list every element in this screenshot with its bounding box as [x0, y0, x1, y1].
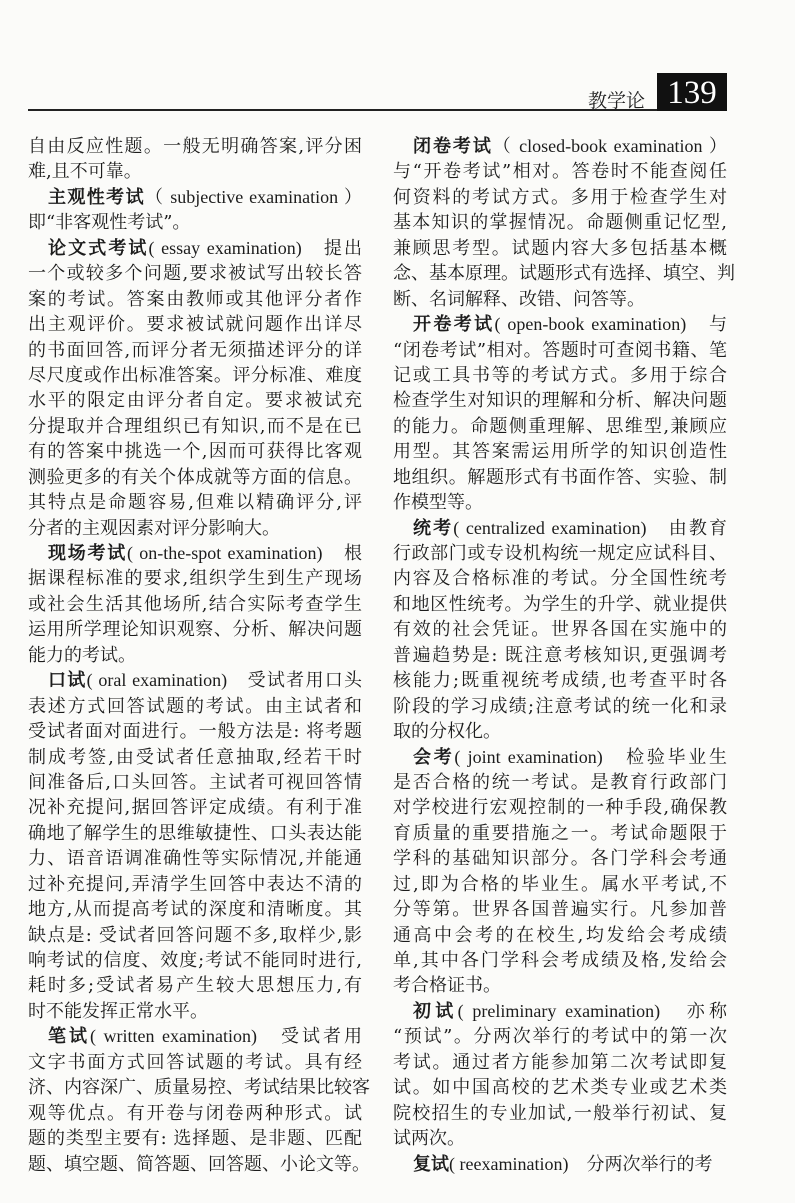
entry-heading-line [28, 1024, 362, 1049]
text-line: 响考试的信度、效度;考试不能同时进行, [28, 950, 362, 971]
entry-definition-start: ( on-the-spot examination) 根 [127, 543, 362, 563]
text-line: 出主观评价。要求被试就问题作出详尽 [28, 314, 362, 336]
text-line: 地组织。解题形式有书面作答、实验、制 [393, 466, 727, 488]
entry-term: 初试 [413, 1000, 458, 1022]
entry-definition-start: （ subjective examination ） [144, 186, 363, 207]
text-line: 用型。其答案需运用所学的知识创造性 [393, 441, 727, 463]
entry-heading-line [393, 312, 727, 337]
entry-heading-line [393, 1152, 727, 1177]
text-line: 普遍趋势是: 既注意考核知识,更强调考 [393, 644, 727, 666]
text-line: 表述方式回答试题的考试。由主试者和 [28, 695, 362, 717]
text-line: 制成考签,由受试者任意抽取,经若干时 [28, 746, 362, 768]
text-line: 运用所学理论知识观察、分析、解决问题 [28, 619, 362, 641]
entry-definition-start: ( preliminary examination) 亦称 [457, 1000, 727, 1021]
text-line: 取的分权化。 [393, 721, 501, 743]
text-line: 是否合格的统一考试。是教育行政部门 [393, 771, 727, 793]
entry-definition-start: ( open-book examination) 与 [494, 314, 727, 335]
text-line: 作模型等。 [393, 492, 483, 514]
entry-definition-start: ( essay examination) 提出 [148, 237, 363, 258]
entry-definition-start: ( oral examination) 受试者用口头 [86, 670, 362, 691]
entry-term: 论文式考试 [48, 237, 149, 259]
page-number: 139 [657, 73, 727, 111]
text-line: 院校招生的专业加试,一般举行初试、复 [393, 1102, 727, 1124]
text-line: 其特点是命题容易,但难以精确评分,评 [28, 492, 362, 514]
text-line: 间准备后,口头回答。主试者可视回答情 [28, 771, 362, 793]
text-line: 行政部门或专设机构统一规定应试科目、 [393, 543, 727, 564]
entry-term: 主观性考试 [48, 186, 145, 208]
entry-definition-start: ( centralized examination) 由教育 [453, 517, 728, 538]
text-line: 考合格证书。 [393, 975, 501, 997]
text-line: 有的答案中挑选一个,因而可获得比客观 [28, 441, 362, 463]
text-line: 尽尺度或作出标准答案。评分标准、难度 [28, 364, 362, 386]
text-line: 阶段的学习成绩;注意考试的统一化和录 [393, 695, 727, 717]
text-line: “预试”。分两次举行的考试中的第一次 [393, 1026, 727, 1048]
text-line: 确地了解学生的思维敏捷性、口头表达能 [28, 822, 362, 844]
text-line: “闭卷考试”相对。答题时可查阅书籍、笔 [393, 339, 727, 361]
text-line: 育质量的重要措施之一。考试命题限于 [393, 822, 727, 844]
text-line: 观等优点。有开卷与闭卷两种形式。试 [28, 1102, 362, 1124]
text-line: 的能力。命题侧重理解、思维型,兼顾应 [393, 415, 727, 437]
right-column [393, 134, 735, 1177]
text-line: 测验更多的有关个体成就等方面的信息。 [28, 466, 362, 488]
text-line: 过,即为合格的毕业生。属水平考试,不 [393, 873, 727, 895]
text-line: 耗时多;受试者易产生较大思想压力,有 [28, 975, 362, 997]
text-line: 济、内容深广、质量易控、考试结果比较客 [28, 1077, 370, 1099]
text-line: 内容及合格标准的考试。分全国性统考 [393, 568, 727, 590]
text-line: 记或工具书等的考试方式。多用于综合 [393, 364, 727, 386]
text-line: 即“非客观性考试”。 [28, 212, 191, 234]
text-line: 考试。通过者方能参加第二次考试即复 [393, 1051, 727, 1073]
entry-term: 笔试 [48, 1026, 91, 1048]
text-line: 受试者面对面进行。一般方法是: 将考题 [28, 721, 362, 743]
entry-term: 会考 [413, 746, 455, 768]
text-line: 题的类型主要有: 选择题、是非题、匹配 [28, 1128, 362, 1150]
entry-heading-line [28, 541, 362, 566]
text-line: 何资料的考试方式。多用于检查学生对 [393, 186, 727, 208]
text-line: 水平的限定由评分者自定。要求被试充 [28, 390, 362, 412]
text-line: 地方,从而提高考试的深度和清晰度。其 [28, 899, 362, 921]
text-line: 通高中会考的在校生,均发给会考成绩 [393, 924, 727, 946]
entry-term: 复试 [413, 1153, 449, 1175]
entry-heading-line [393, 745, 727, 770]
text-line: 力、语音语调准确性等实际情况,并能通 [28, 848, 362, 870]
entry-definition-start: （ closed-book examination ） [492, 136, 728, 156]
entry-term: 现场考试 [48, 543, 128, 564]
entry-term: 开卷考试 [413, 314, 495, 336]
entry-heading-line [28, 668, 362, 693]
text-line: 过补充提问,弄清学生回答中表达不清的 [28, 873, 362, 895]
text-line: 据课程标准的要求,组织学生到生产现场 [28, 568, 362, 590]
entry-term: 口试 [48, 670, 87, 692]
text-line: 检查学生对知识的理解和分析、解决问题 [393, 390, 727, 412]
text-line: 试。如中国高校的艺术类专业或艺术类 [393, 1077, 727, 1099]
text-line: 的书面回答,而评分者无须描述评分的详 [28, 339, 362, 361]
text-line: 有效的社会凭证。世界各国在实施中的 [393, 619, 727, 641]
entry-heading-line [393, 999, 727, 1024]
text-line: 自由反应性题。一般无明确答案,评分困 [28, 136, 362, 157]
text-line: 能力的考试。 [28, 644, 136, 666]
text-line: 和地区性统考。为学生的升学、就业提供 [393, 593, 727, 615]
entry-term: 闭卷考试 [413, 136, 493, 157]
text-line: 分者的主观因素对评分影响大。 [28, 517, 280, 539]
text-line: 分等第。世界各国普遍实行。凡参加普 [393, 899, 727, 921]
text-line: 对学校进行宏观控制的一种手段,确保教 [393, 797, 727, 819]
text-line: 基本知识的掌握情况。命题侧重记忆型, [393, 212, 727, 234]
text-line: 念、基本原理。试题形式有选择、填空、判 [393, 263, 735, 285]
entry-heading-line [393, 516, 727, 541]
entry-heading-line [393, 134, 727, 159]
running-header-title: 教学论 [588, 90, 646, 112]
entry-definition-start: ( written examination) 受试者用 [90, 1026, 362, 1047]
left-column [28, 134, 370, 1177]
text-line: 难,且不可靠。 [28, 161, 142, 183]
text-line: 核能力;既重视统考成绩,也考查平时各 [393, 670, 727, 692]
text-line: 断、名词解释、改错、问答等。 [393, 288, 645, 310]
text-line: 时不能发挥正常水平。 [28, 1000, 208, 1022]
text-line: 缺点是: 受试者回答问题不多,取样少,影 [28, 924, 362, 946]
entry-term: 统考 [413, 517, 454, 539]
entry-definition-start: ( joint examination) 检验毕业生 [454, 746, 727, 767]
text-line: 学科的基础知识部分。各门学科会考通 [393, 848, 727, 870]
text-line: 或社会生活其他场所,结合实际考查学生 [28, 593, 362, 615]
entry-heading-line [28, 236, 362, 261]
text-line: 况补充提问,据回答评定成绩。有利于准 [28, 797, 362, 819]
header-rule [28, 109, 658, 111]
text-line: 兼顾思考型。试题内容大多包括基本概 [393, 237, 727, 259]
text-line: 题、填空题、简答题、回答题、小论文等。 [28, 1153, 370, 1175]
entry-heading-line [28, 185, 362, 210]
text-line: 一个或较多个问题,要求被试写出较长答 [28, 263, 362, 285]
text-line: 单,其中各门学科会考成绩及格,发给会 [393, 950, 727, 971]
text-line: 试两次。 [393, 1128, 465, 1150]
text-line: 案的考试。答案由教师或其他评分者作 [28, 288, 362, 310]
text-line: 文字书面方式回答试题的考试。具有经 [28, 1051, 362, 1073]
text-line: 与“开卷考试”相对。答卷时不能查阅任 [393, 161, 727, 183]
text-line: 分提取并合理组织已有知识,而不是在已 [28, 415, 362, 437]
entry-definition-start: ( reexamination) 分两次举行的考 [449, 1153, 713, 1174]
